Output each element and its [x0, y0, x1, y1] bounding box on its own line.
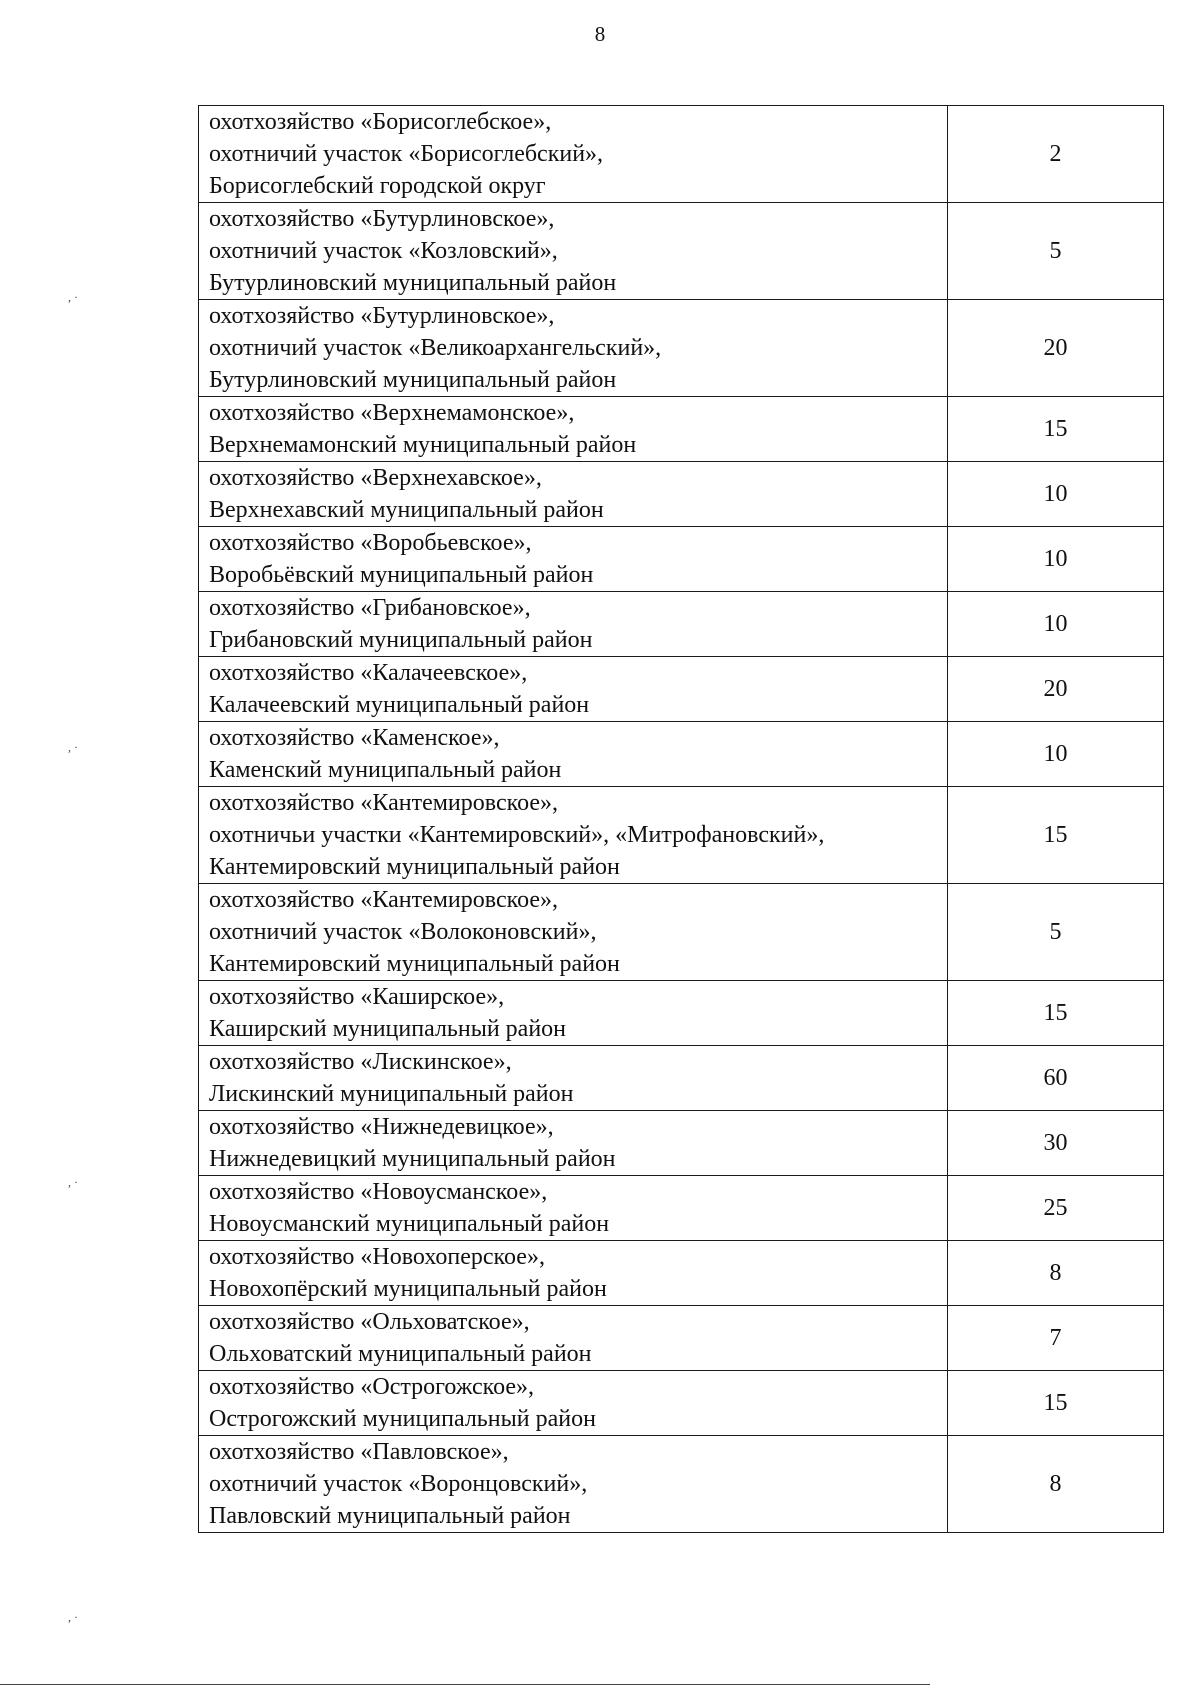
- hunting-ground-cell: [199, 722, 948, 787]
- hunting-ground-line: охотхозяйство «Верхнехавское»,: [209, 465, 542, 491]
- table-row: [199, 657, 1164, 722]
- hunting-ground-line: охотхозяйство «Новоусманское»,: [209, 1179, 548, 1205]
- table-row: [199, 787, 1164, 884]
- hunting-ground-cell: [199, 1111, 948, 1176]
- table-row: [199, 300, 1164, 397]
- hunting-ground-line: охотхозяйство «Борисоглебское»,: [209, 109, 552, 135]
- hunting-ground-line: Верхнехавский муниципальный район: [209, 497, 604, 523]
- quota-value-cell: 10: [948, 462, 1164, 527]
- hunting-ground-line: охотничий участок «Великоархангельский»,: [209, 335, 662, 361]
- hunting-ground-line: охотхозяйство «Каменское»,: [209, 725, 500, 751]
- hunting-ground-line: охотничий участок «Волоконовский»,: [209, 919, 597, 945]
- table-row: [199, 884, 1164, 981]
- hunting-ground-line: Нижнедевицкий муниципальный район: [209, 1146, 616, 1172]
- hunting-ground-cell: [199, 106, 948, 203]
- hunting-ground-line: охотхозяйство «Грибановское»,: [209, 595, 531, 621]
- scan-speck: , ·: [68, 1610, 78, 1624]
- quota-value-cell: 2: [948, 106, 1164, 203]
- table-row: [199, 981, 1164, 1046]
- quota-value-cell: 15: [948, 397, 1164, 462]
- hunting-ground-line: Кантемировский муниципальный район: [209, 854, 620, 880]
- hunting-quota-table: [198, 105, 1164, 1533]
- hunting-ground-line: Павловский муниципальный район: [209, 1503, 571, 1529]
- hunting-ground-line: Каменский муниципальный район: [209, 757, 562, 783]
- hunting-ground-line: охотхозяйство «Бутурлиновское»,: [209, 206, 555, 232]
- table-row: [199, 1176, 1164, 1241]
- hunting-ground-line: охотхозяйство «Верхнемамонское»,: [209, 400, 575, 426]
- hunting-ground-line: Новохопёрский муниципальный район: [209, 1276, 607, 1302]
- hunting-ground-cell: [199, 884, 948, 981]
- hunting-ground-line: Борисоглебский городской округ: [209, 173, 546, 199]
- quota-value-cell: 10: [948, 527, 1164, 592]
- hunting-ground-line: Каширский муниципальный район: [209, 1016, 567, 1042]
- hunting-ground-line: Бутурлиновский муниципальный район: [209, 270, 617, 296]
- hunting-ground-line: Бутурлиновский муниципальный район: [209, 367, 617, 393]
- quota-value-cell: 25: [948, 1176, 1164, 1241]
- hunting-ground-line: Ольховатский муниципальный район: [209, 1341, 592, 1367]
- hunting-ground-cell: [199, 1371, 948, 1436]
- hunting-ground-cell: [199, 1046, 948, 1111]
- hunting-ground-cell: [199, 397, 948, 462]
- quota-value-cell: 8: [948, 1436, 1164, 1533]
- quota-value-cell: 8: [948, 1241, 1164, 1306]
- hunting-ground-cell: [199, 203, 948, 300]
- hunting-ground-cell: [199, 462, 948, 527]
- quota-value-cell: 15: [948, 787, 1164, 884]
- scan-speck: , ·: [68, 1175, 78, 1189]
- table-row: [199, 1111, 1164, 1176]
- table-row: [199, 722, 1164, 787]
- quota-value-cell: 7: [948, 1306, 1164, 1371]
- hunting-ground-line: охотхозяйство «Новохоперское»,: [209, 1244, 545, 1270]
- hunting-ground-line: охотхозяйство «Каширское»,: [209, 984, 505, 1010]
- quota-value-cell: 20: [948, 300, 1164, 397]
- hunting-ground-line: Грибановский муниципальный район: [209, 627, 593, 653]
- hunting-ground-cell: [199, 1241, 948, 1306]
- hunting-ground-line: Верхнемамонский муниципальный район: [209, 432, 637, 458]
- hunting-ground-line: охотхозяйство «Лискинское»,: [209, 1049, 512, 1075]
- quota-value-cell: 30: [948, 1111, 1164, 1176]
- hunting-ground-line: охотхозяйство «Кантемировское»,: [209, 790, 559, 816]
- hunting-ground-line: охотхозяйство «Бутурлиновское»,: [209, 303, 555, 329]
- hunting-ground-line: охотничий участок «Борисоглебский»,: [209, 141, 604, 167]
- scan-speck: , ·: [68, 740, 78, 754]
- table-row: [199, 106, 1164, 203]
- hunting-ground-line: Воробьёвский муниципальный район: [209, 562, 594, 588]
- hunting-ground-line: охотхозяйство «Нижнедевицкое»,: [209, 1114, 554, 1140]
- hunting-ground-cell: [199, 592, 948, 657]
- table-row: [199, 1241, 1164, 1306]
- hunting-ground-cell: [199, 657, 948, 722]
- quota-value-cell: 5: [948, 884, 1164, 981]
- hunting-ground-line: охотхозяйство «Павловское»,: [209, 1439, 509, 1465]
- hunting-ground-cell: [199, 300, 948, 397]
- hunting-ground-line: охотничий участок «Козловский»,: [209, 238, 558, 264]
- hunting-ground-cell: [199, 1436, 948, 1533]
- table-row: [199, 1436, 1164, 1533]
- table-row: [199, 1306, 1164, 1371]
- table-body: [199, 106, 1164, 1533]
- table-row: [199, 397, 1164, 462]
- hunting-ground-line: охотничьи участки «Кантемировский», «Митрофановский»,: [209, 822, 825, 848]
- hunting-ground-line: Кантемировский муниципальный район: [209, 951, 620, 977]
- quota-value-cell: 10: [948, 722, 1164, 787]
- hunting-ground-line: охотхозяйство «Кантемировское»,: [209, 887, 559, 913]
- hunting-ground-cell: [199, 1176, 948, 1241]
- hunting-ground-line: Острогожский муниципальный район: [209, 1406, 596, 1432]
- hunting-ground-cell: [199, 527, 948, 592]
- hunting-ground-line: Калачеевский муниципальный район: [209, 692, 590, 718]
- hunting-ground-cell: [199, 787, 948, 884]
- table-row: [199, 527, 1164, 592]
- table-row: [199, 462, 1164, 527]
- table-row: [199, 1046, 1164, 1111]
- table-row: [199, 592, 1164, 657]
- scan-speck: , ·: [68, 290, 78, 304]
- quota-value-cell: 20: [948, 657, 1164, 722]
- table-row: [199, 1371, 1164, 1436]
- hunting-ground-line: охотхозяйство «Калачеевское»,: [209, 660, 528, 686]
- quota-value-cell: 15: [948, 981, 1164, 1046]
- hunting-ground-line: охотничий участок «Воронцовский»,: [209, 1471, 588, 1497]
- quota-value-cell: 15: [948, 1371, 1164, 1436]
- hunting-ground-line: охотхозяйство «Воробьевское»,: [209, 530, 532, 556]
- hunting-ground-line: охотхозяйство «Ольховатское»,: [209, 1309, 530, 1335]
- page-bottom-rule: [0, 1684, 930, 1685]
- quota-value-cell: 60: [948, 1046, 1164, 1111]
- hunting-ground-line: Новоусманский муниципальный район: [209, 1211, 610, 1237]
- quota-value-cell: 5: [948, 203, 1164, 300]
- hunting-ground-line: охотхозяйство «Острогожское»,: [209, 1374, 535, 1400]
- quota-value-cell: 10: [948, 592, 1164, 657]
- hunting-ground-cell: [199, 981, 948, 1046]
- table-row: [199, 203, 1164, 300]
- hunting-ground-cell: [199, 1306, 948, 1371]
- hunting-ground-line: Лискинский муниципальный район: [209, 1081, 574, 1107]
- page-number: 8: [594, 22, 606, 46]
